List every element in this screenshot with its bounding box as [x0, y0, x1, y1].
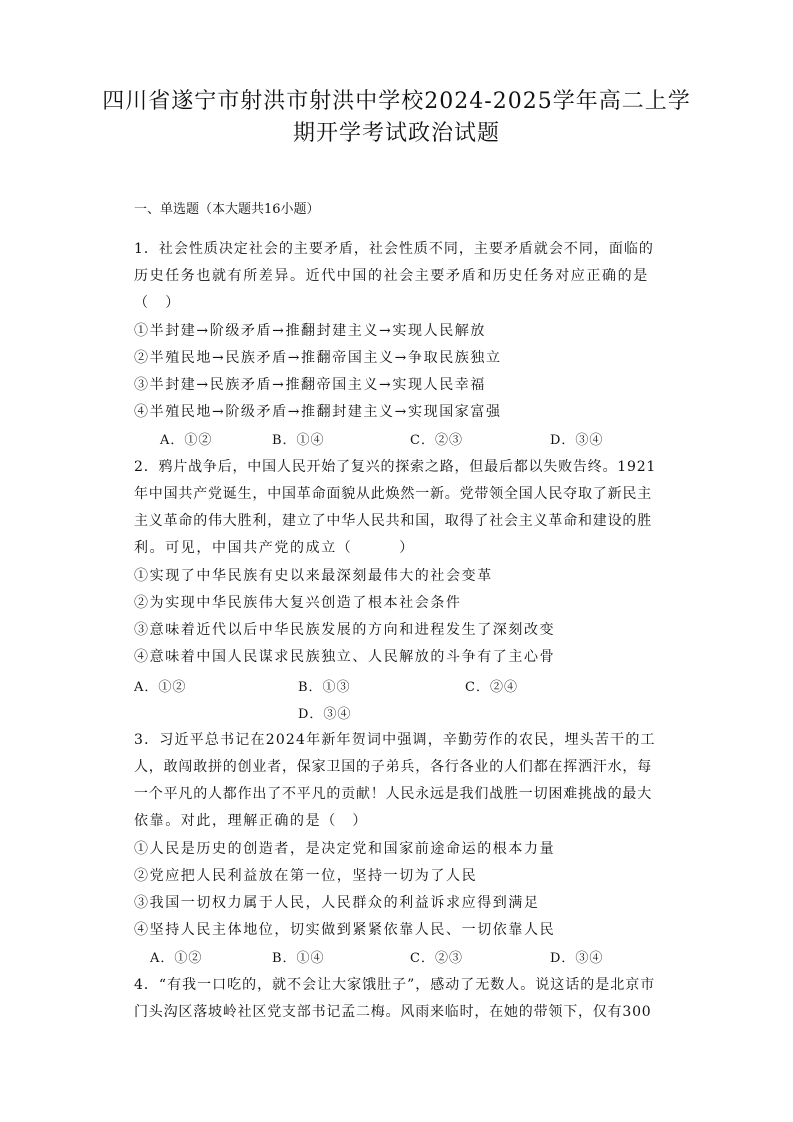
q3-item-2: ②党应把人民利益放在第一位，坚持一切为了人民 — [134, 868, 478, 884]
q3-stem-line-4: 依靠。对此，理解正确的是（ ） — [134, 813, 368, 829]
q3-option-d: D．③④ — [550, 951, 604, 966]
q2-option-b: B．①③ — [298, 680, 351, 695]
section-heading: 一、单选题（本大题共16小题） — [134, 202, 320, 217]
q1-option-a: A．①② — [160, 433, 213, 448]
q1-option-c: C．②③ — [410, 433, 463, 448]
q2-stem-line-1: 2．鸦片战争后，中国人民开始了复兴的探索之路，但最后都以失败告终。1921 — [134, 459, 657, 475]
q1-item-3: ③半封建→民族矛盾→推翻帝国主义→实现人民幸福 — [134, 377, 486, 393]
document-title-line-1: 四川省遂宁市射洪市射洪中学校2024-2025学年高二上学 — [102, 89, 691, 114]
q2-item-4: ④意味着中国人民谋求民族独立、人民解放的斗争有了主心骨 — [134, 649, 556, 665]
q2-item-2: ②为实现中华民族伟大复兴创造了根本社会条件 — [134, 595, 462, 611]
q4-stem-line-2: 门头沟区落坡岭社区党支部书记孟二梅。风雨来临时，在她的带领下，仅有300 — [134, 1004, 652, 1020]
document-title-line-2: 期开学考试政治试题 — [292, 121, 500, 146]
q1-stem-line-1: 1．社会性质决定社会的主要矛盾，社会性质不同，主要矛盾就会不同，面临的 — [134, 241, 654, 257]
q1-stem-line-3: （ ） — [134, 295, 181, 311]
q3-option-c: C．②③ — [410, 951, 463, 966]
q4-stem-line-1: 4．“有我一口吃的，就不会让大家饿肚子”，感动了无数人。说这话的是北京市 — [134, 977, 656, 993]
q3-stem-line-1: 3．习近平总书记在2024年新年贺词中强调，辛勤劳作的农民，埋头苦干的工 — [134, 732, 656, 748]
q2-option-c: C．②④ — [465, 680, 518, 695]
q1-option-d: D．③④ — [550, 433, 604, 448]
q3-item-1: ①人民是历史的创造者，是决定党和国家前途命运的根本力量 — [134, 841, 556, 857]
q2-stem-line-4: 利。可见，中国共产党的成立（ ） — [134, 540, 415, 556]
q2-stem-line-2: 年中国共产党诞生，中国革命面貌从此焕然一新。党带领全国人民夺取了新民主 — [134, 486, 652, 502]
q1-stem-line-2: 历史任务也就有所差异。近代中国的社会主要矛盾和历史任务对应正确的是 — [134, 268, 649, 284]
q2-stem-line-3: 主义革命的伟大胜利，建立了中华人民共和国，取得了社会主义革命和建设的胜 — [134, 513, 652, 529]
q3-item-3: ③我国一切权力属于人民，人民群众的利益诉求应得到满足 — [134, 895, 540, 911]
q3-stem-line-2: 人，敢闯敢拼的创业者，保家卫国的子弟兵，各行各业的人们都在挥洒汗水，每 — [134, 759, 652, 775]
q3-stem-line-3: 一个平凡的人都作出了不平凡的贡献！人民永远是我们战胜一切困难挑战的最大 — [134, 786, 652, 802]
q3-option-b: B．①④ — [272, 951, 325, 966]
q1-item-1: ①半封建→阶级矛盾→推翻封建主义→实现人民解放 — [134, 323, 486, 339]
q1-option-b: B．①④ — [272, 433, 325, 448]
q2-item-3: ③意味着近代以后中华民族发展的方向和进程发生了深刻改变 — [134, 622, 556, 638]
q3-option-a: A．①② — [150, 951, 203, 966]
q1-item-2: ②半殖民地→民族矛盾→推翻帝国主义→争取民族独立 — [134, 350, 502, 366]
q2-option-d: D．③④ — [298, 707, 352, 722]
q2-item-1: ①实现了中华民族有史以来最深刻最伟大的社会变革 — [134, 568, 493, 584]
q3-item-4: ④坚持人民主体地位，切实做到紧紧依靠人民、一切依靠人民 — [134, 922, 556, 938]
q1-item-4: ④半殖民地→阶级矛盾→推翻封建主义→实现国家富强 — [134, 404, 502, 420]
q2-option-a: A．①② — [134, 680, 187, 695]
